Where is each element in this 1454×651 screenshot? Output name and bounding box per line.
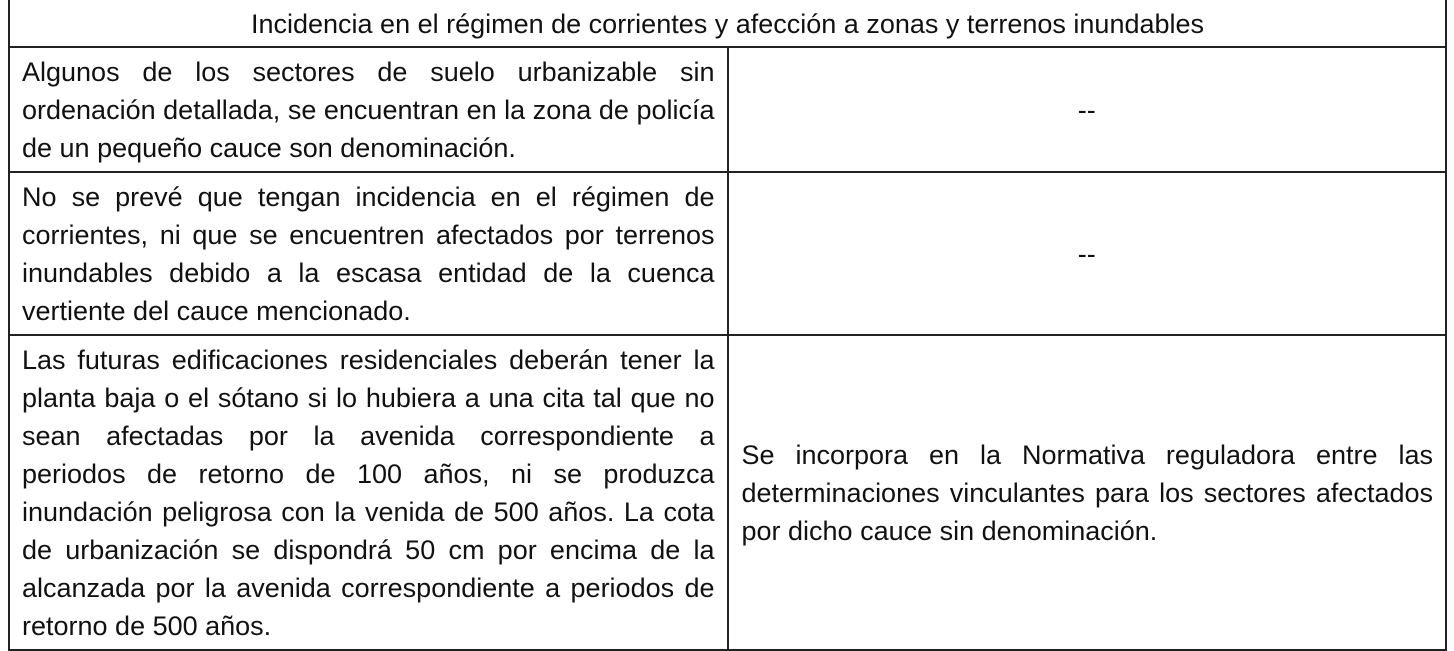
table-header-row — [9, 0, 1446, 47]
incidence-table — [8, 0, 1447, 651]
row-measure-cell: -- — [728, 172, 1447, 335]
row-measure-cell: -- — [728, 47, 1447, 172]
table-row — [9, 47, 1446, 172]
row-description-cell: No se prevé que tengan incidencia en el régimen de corrientes, ni que se encuentren afectados por terrenos inundables debido a la escasa entidad de la cuenca vertiente del cauce mencionado. — [9, 172, 728, 335]
table-row — [9, 172, 1446, 335]
document-table-container — [8, 0, 1447, 651]
row-measure-cell — [728, 335, 1447, 650]
row-description-cell: Algunos de los sectores de suelo urbanizable sin ordenación detallada, se encuentran en la zona de policía de un pequeño cauce son denominación. — [9, 47, 728, 172]
table-row — [9, 335, 1446, 650]
table-header-cell: Incidencia en el régimen de corrientes y afección a zonas y terrenos inundables — [9, 0, 1446, 47]
row-description-cell: Las futuras edificaciones residenciales deberán tener la planta baja o el sótano si lo hubiera a una cita tal que no sean afectadas por la avenida correspondiente a periodos de retorno de 100 años, ni se produzca inundación peligrosa con la venida de 500 años. La cota de urbanización se dispondrá 50 cm por encima de la alcanzada por la avenida correspondiente a periodos de retorno de 500 años. — [9, 335, 728, 650]
row-measure-text: Se incorpora en la Normativa reguladora entre las determinaciones vinculantes para los sectores afectados por dicho cauce sin denominación. — [741, 439, 1433, 546]
